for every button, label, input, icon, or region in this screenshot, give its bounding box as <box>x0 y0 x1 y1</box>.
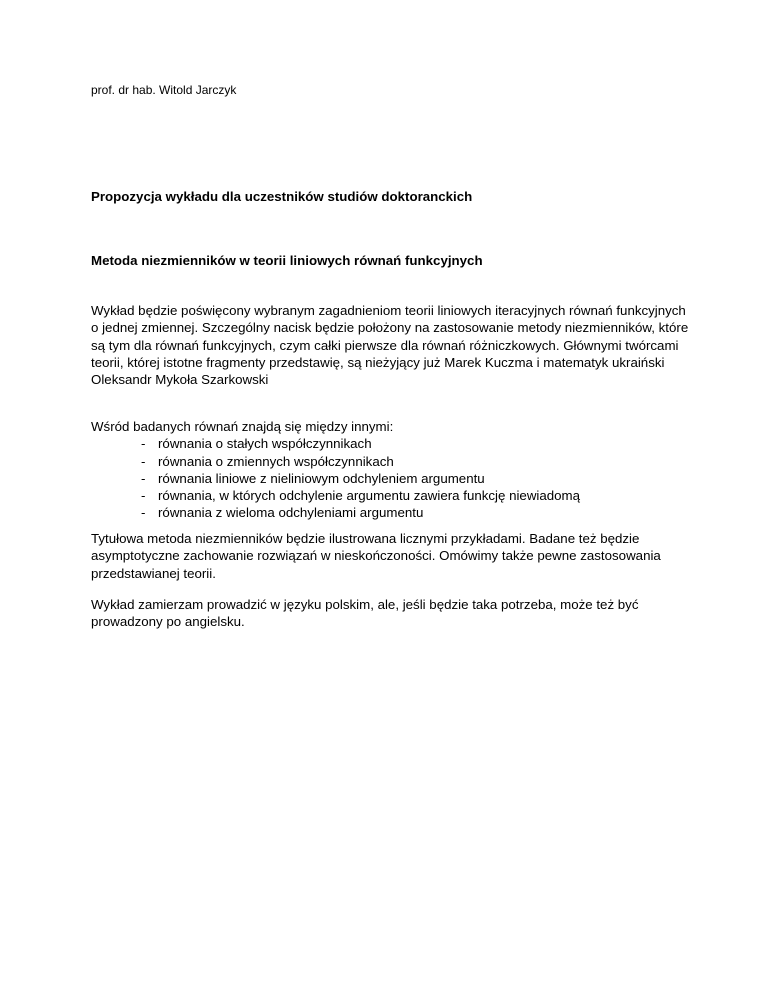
intro-paragraph: Wykład będzie poświęcony wybranym zagadnieniom teorii liniowych iteracyjnych równań funkcyjnych o jednej zmiennej. Szczególny nacisk będzie położony na zastosowanie metody niezmienników, które są tym dla równań funkcyjnych, czym całki pierwsze dla równań różniczkowych. Głównymi twórcami teorii, której istotne fragmenty przedstawię, są nieżyjący już Marek Kuczma i matematyk ukraiński Oleksandr Mykoła Szarkowski <box>91 303 689 388</box>
list-item-text: równania o stałych współczynnikach <box>158 436 372 452</box>
language-paragraph: Wykład zamierzam prowadzić w języku polskim, ale, jeśli będzie taka potrzeba, może też być prowadzony po angielsku. <box>91 597 639 630</box>
list-dash: - <box>141 505 146 521</box>
equations-list <box>91 435 691 521</box>
list-item <box>91 470 691 487</box>
list-item-text: równania o zmiennych współczynnikach <box>158 453 394 469</box>
equations-section <box>91 418 691 522</box>
author-line: prof. dr hab. Witold Jarczyk <box>91 83 237 97</box>
list-dash: - <box>141 436 146 452</box>
list-item <box>91 435 691 452</box>
list-dash: - <box>141 453 146 469</box>
list-dash: - <box>141 488 146 504</box>
lecture-title: Metoda niezmienników w teorii liniowych równań funkcyjnych <box>91 253 483 268</box>
list-item <box>91 487 691 504</box>
list-item-text: równania, w których odchylenie argumentu zawiera funkcję niewiadomą <box>158 488 581 504</box>
list-dash: - <box>141 470 146 486</box>
list-item-text: równania liniowe z nieliniowym odchyleniem argumentu <box>158 470 485 486</box>
list-item <box>91 504 691 521</box>
proposal-heading: Propozycja wykładu dla uczestników studiów doktoranckich <box>91 189 473 204</box>
list-item-text: równania z wieloma odchyleniami argumentu <box>158 505 424 521</box>
list-item <box>91 453 691 470</box>
list-intro: Wśród badanych równań znajdą się między innymi: <box>91 419 394 434</box>
method-paragraph: Tytułowa metoda niezmienników będzie ilustrowana licznymi przykładami. Badane też będzie asymptotyczne zachowanie rozwiązań w nieskończoności. Omówimy także pewne zastosowania przedstawianej teorii. <box>91 531 661 581</box>
